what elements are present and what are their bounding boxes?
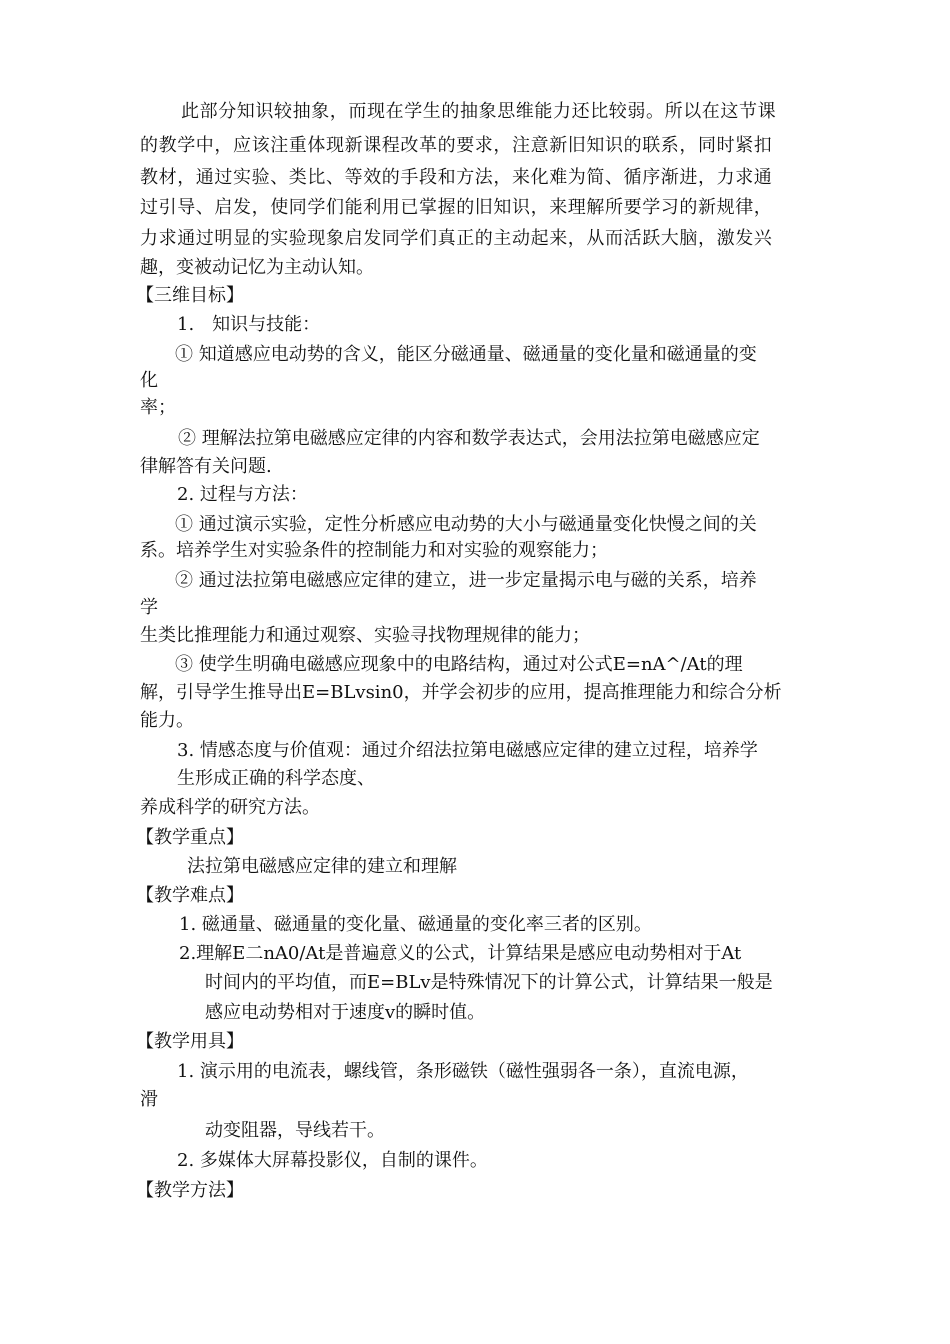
intro-line: 教材，通过实验、类比、等效的手段和方法，来化难为简、循序渐进，力求通: [140, 167, 773, 188]
intro-line: 力求通过明显的实验现象启发同学们真正的主动起来，从而活跃大脑，激发兴: [140, 228, 773, 249]
goal-text-line: 生类比推理能力和通过观察、实验寻找物理规律的能力；: [140, 625, 590, 646]
tool-item: 动变阻器，导线若干。: [205, 1120, 385, 1141]
section-heading-difficulties: 【教学难点】: [136, 885, 244, 906]
goal-text-line: 生形成正确的科学态度、: [177, 768, 375, 789]
goal-text-line: 解，引导学生推导出E=BLvsin0，并学会初步的应用，提高推理能力和综合分析: [140, 682, 782, 703]
section-heading-methods: 【教学方法】: [136, 1180, 244, 1201]
goal-text-line: 养成科学的研究方法。: [140, 797, 320, 818]
difficulty-item: 2.理解E二nA0/At是普遍意义的公式，计算结果是感应电动势相对于At: [179, 943, 742, 964]
intro-line: 此部分知识较抽象，而现在学生的抽象思维能力还比较弱。所以在这节课: [181, 101, 777, 122]
goal-text-line: ② 理解法拉第电磁感应定律的内容和数学表达式，会用法拉第电磁感应定: [178, 428, 760, 449]
goal-text-line: ③ 使学生明确电磁感应现象中的电路结构，通过对公式E=nA^/At的理: [175, 654, 743, 675]
goal-text-line: ① 通过演示实验，定性分析感应电动势的大小与磁通量变化快慢之间的关: [175, 514, 757, 535]
difficulty-item: 感应电动势相对于速度v的瞬时值。: [205, 1002, 486, 1023]
goal-text-line: 系。培养学生对实验条件的控制能力和对实验的观察能力；: [140, 540, 608, 561]
goal-text-line: 律解答有关问题.: [140, 456, 272, 477]
goal-text-line: ① 知道感应电动势的含义，能区分磁通量、磁通量的变化量和磁通量的变: [175, 344, 757, 365]
tool-item: 2. 多媒体大屏幕投影仪，自制的课件。: [177, 1150, 488, 1171]
intro-line: 趣，变被动记忆为主动认知。: [140, 257, 374, 278]
section-heading-tools: 【教学用具】: [136, 1031, 244, 1052]
section-heading-goals: 【三维目标】: [136, 285, 244, 306]
difficulty-item: 1. 磁通量、磁通量的变化量、磁通量的变化率三者的区别。: [179, 914, 652, 935]
tool-item: 滑: [140, 1089, 158, 1110]
intro-line: 的教学中，应该注重体现新课程改革的要求，注意新旧知识的联系，同时紧扣: [140, 135, 773, 156]
difficulty-item: 时间内的平均值，而E=BLv是特殊情况下的计算公式，计算结果一般是: [205, 972, 773, 993]
goal-item-title: 2. 过程与方法：: [177, 484, 308, 505]
goal-item-title: 1. 知识与技能：: [177, 314, 321, 335]
goal-text-line: 率；: [140, 397, 176, 418]
section-heading-key-points: 【教学重点】: [136, 827, 244, 848]
key-point-text: 法拉第电磁感应定律的建立和理解: [187, 856, 457, 877]
goal-text-line: 化: [140, 370, 158, 391]
goal-text-line: ② 通过法拉第电磁感应定律的建立，进一步定量揭示电与磁的关系，培养: [175, 570, 757, 591]
intro-line: 过引导、启发，使同学们能利用已掌握的旧知识，来理解所要学习的新规律，: [140, 197, 773, 218]
goal-text-line: 学: [140, 597, 158, 618]
goal-text-line: 能力。: [140, 710, 194, 731]
goal-text-line: 3. 情感态度与价值观：通过介绍法拉第电磁感应定律的建立过程，培养学: [177, 740, 758, 761]
tool-item: 1. 演示用的电流表，螺线管，条形磁铁（磁性强弱各一条），直流电源，: [177, 1061, 749, 1082]
